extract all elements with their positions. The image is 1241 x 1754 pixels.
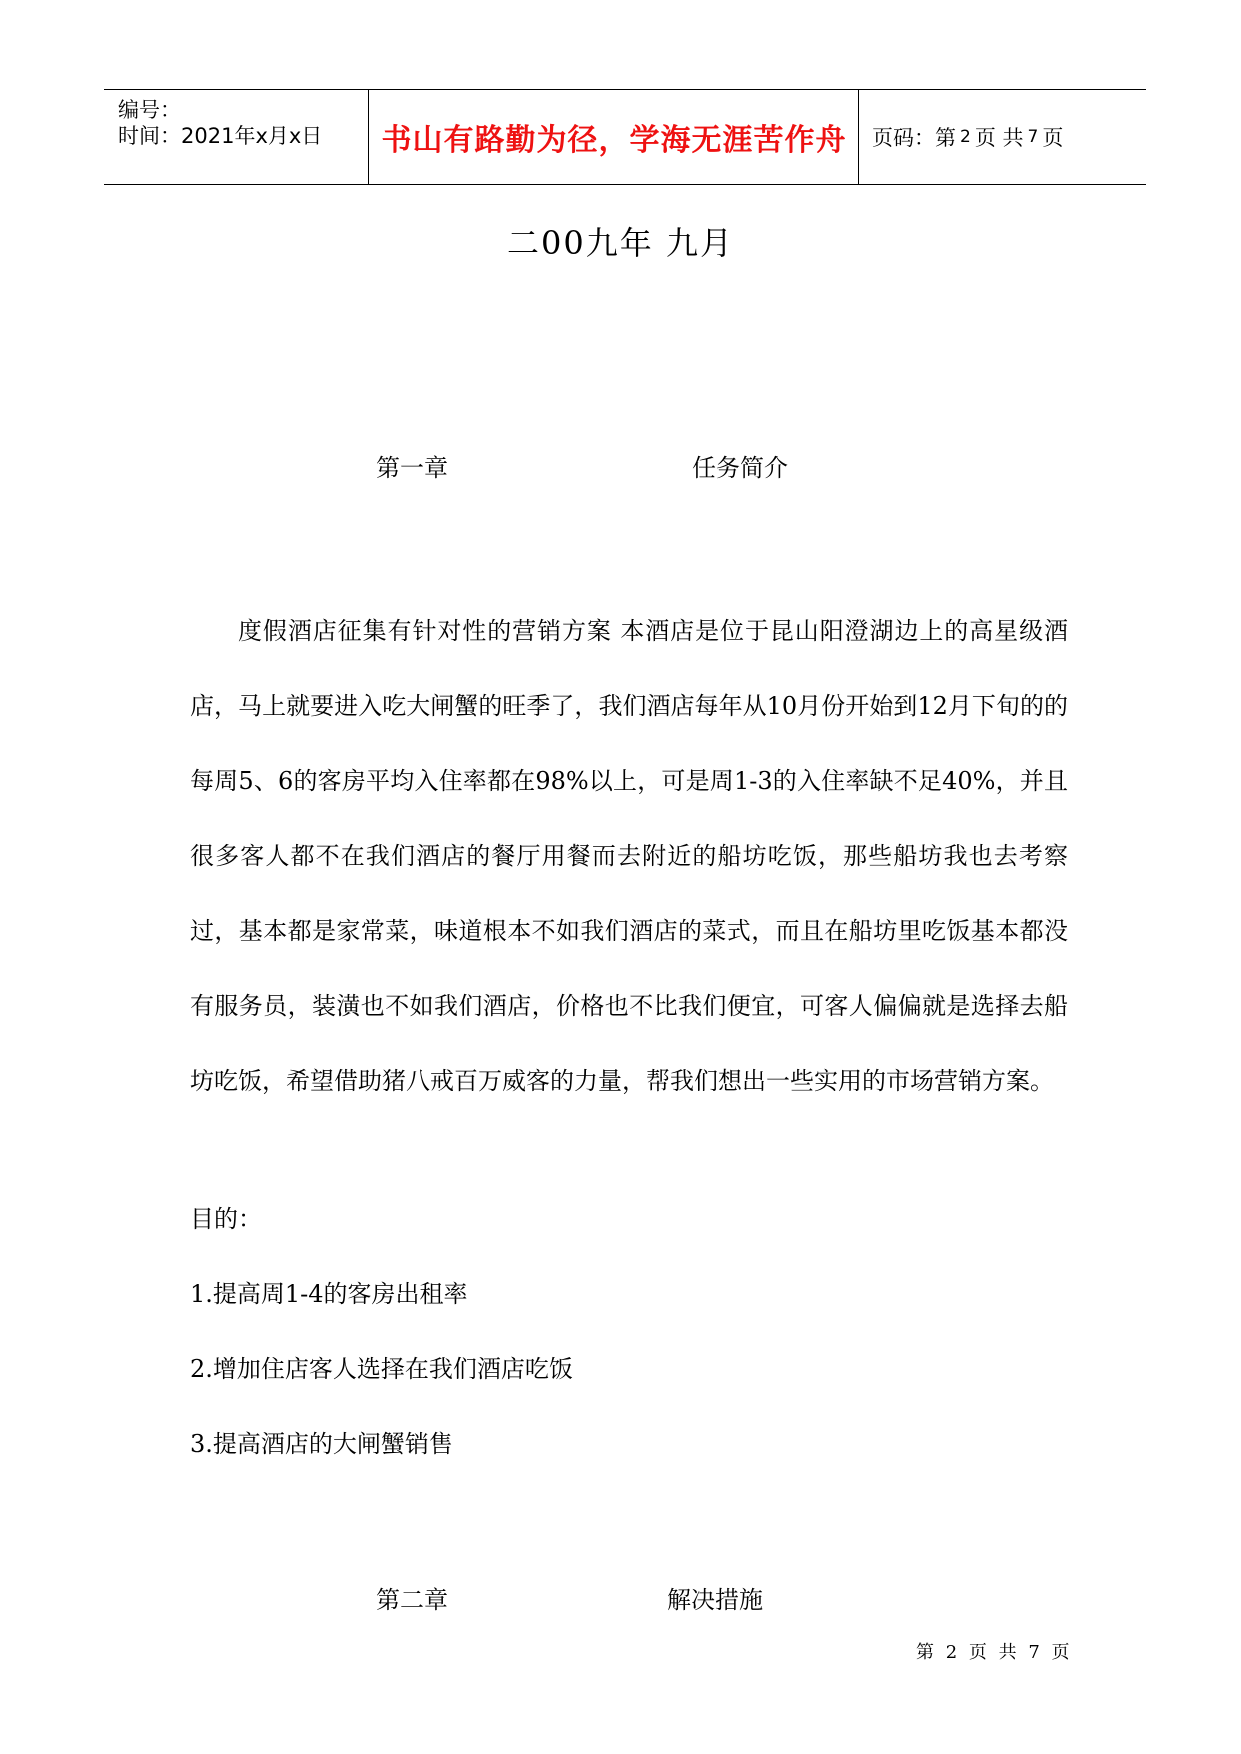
number-label: 编号： bbox=[118, 98, 181, 122]
goals-heading: 目的： bbox=[190, 1205, 262, 1233]
page-label-pre: 页码：第 bbox=[872, 126, 956, 150]
header-motto: 书山有路勤为径，学海无涯苦作舟 bbox=[381, 123, 847, 158]
goal-item: 3.提高酒店的大闸蟹销售 bbox=[190, 1430, 453, 1458]
goal-item: 2.增加住店客人选择在我们酒店吃饭 bbox=[190, 1355, 573, 1383]
chapter2-number: 第二章 bbox=[376, 1586, 448, 1614]
chapter1-title: 任务简介 bbox=[692, 454, 788, 482]
page-total: 7 bbox=[1027, 127, 1039, 147]
page-label-post: 页 bbox=[1042, 126, 1064, 150]
header-divider-left bbox=[368, 90, 369, 184]
chapter1-number: 第一章 bbox=[376, 454, 448, 482]
page-footer: 第 2 页 共 7 页 bbox=[916, 1642, 1073, 1663]
chapter2-title: 解决措施 bbox=[667, 1586, 763, 1614]
page-header bbox=[104, 89, 1146, 185]
header-meta bbox=[118, 90, 368, 184]
task-paragraph: 度假酒店征集有针对性的营销方案 本酒店是位于昆山阳澄湖边上的高星级酒店，马上就要进入吃大闸蟹的旺季了，我们酒店每年从10月份开始到12月下旬的的每周5、6的客房平均入住率都在98%以上，可是周1-3的入住率缺不足40%，并且很多客人都不在我们酒店的餐厅用餐而去附近的船坊吃饭，那些船坊我也去考察过，基本都是家常菜，味道根本不如我们酒店的菜式，而且在船坊里吃饭基本都没有服务员，装潢也不如我们酒店，价格也不比我们便宜，可客人偏偏就是选择去船坊吃饭，希望借助猪八戒百万威客的力量，帮我们想出一些实用的市场营销方案。 bbox=[190, 617, 1068, 1095]
time-label: 时间：2021年x月x日 bbox=[118, 124, 323, 148]
header-page-number bbox=[872, 90, 1142, 184]
header-divider-right bbox=[858, 90, 859, 184]
page-label-mid: 页 共 bbox=[974, 126, 1024, 150]
goal-item: 1.提高周1-4的客房出租率 bbox=[190, 1280, 468, 1308]
date-title: 二00九年 九月 bbox=[507, 224, 734, 262]
page-current: 2 bbox=[960, 127, 971, 147]
